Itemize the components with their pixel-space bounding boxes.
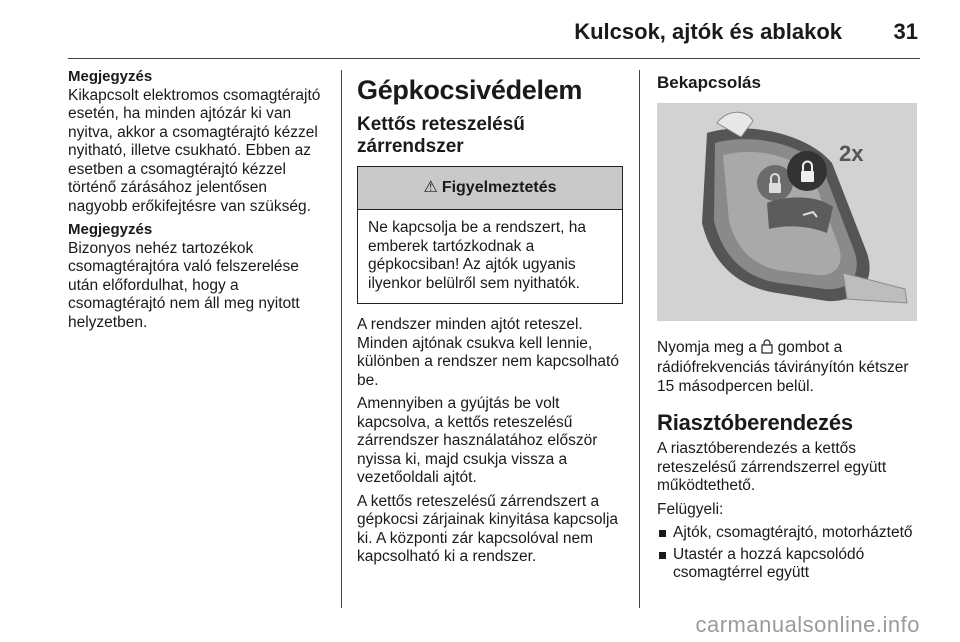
alarm-heading: Riasztóberendezés bbox=[657, 410, 853, 435]
paragraph: A riasztóberendezés a kettős reteszelésű zárrendszerrel együtt működtethető. bbox=[657, 440, 887, 494]
warning-header bbox=[358, 167, 622, 210]
column-divider-2 bbox=[639, 70, 640, 608]
warning-box bbox=[357, 166, 623, 304]
header-title: Kulcsok, ajtók és ablakok bbox=[574, 19, 842, 44]
column-divider-1 bbox=[341, 70, 342, 608]
section-heading: Gépkocsivédelem bbox=[357, 75, 583, 105]
list-item: Ajtók, csomagtérajtó, motorháztető bbox=[657, 524, 927, 543]
page-header bbox=[0, 0, 960, 58]
paragraph bbox=[657, 339, 927, 397]
paragraph: A kettős reteszelésű zárrendszert a gépkocsi zárjainak kinyitása kapcsolja ki. A központi zár kapcsolóval nem kapcsolható ki a rendszer. bbox=[357, 492, 619, 565]
note-title: Megjegyzés bbox=[68, 221, 153, 238]
watermark: carmanualsonline.info bbox=[695, 612, 920, 637]
header-rule bbox=[68, 58, 920, 59]
activation-heading: Bekapcsolás bbox=[657, 73, 761, 92]
note-text: Bizonyos nehéz tartozékok csomagtérajtóra való felszerelése után előfordulhat, hogy a csomagtérajtó nem áll meg nyitott helyzetben. bbox=[68, 239, 300, 331]
note-title: Megjegyzés bbox=[68, 68, 153, 85]
bullet-square-icon bbox=[659, 530, 666, 537]
paragraph: A rendszer minden ajtót reteszel. Minden ajtónak csukva kell lennie, különben a rendszer nem kapcsolható be. bbox=[357, 316, 619, 389]
left-column bbox=[68, 68, 330, 337]
middle-column bbox=[357, 68, 625, 572]
key-fob-icon bbox=[702, 112, 907, 303]
press-text-after: gombot a rádiófrekvenciás távirányítón kétszer 15 másodpercen belül. bbox=[657, 338, 909, 395]
subsection-heading: Kettős reteszelésű zárrendszer bbox=[357, 114, 525, 157]
lock-button-icon bbox=[761, 339, 773, 360]
right-column bbox=[657, 68, 927, 586]
paragraph: Amennyiben a gyújtás be volt kapcsolva, a kettős reteszelésű zárrendszer használatához először nyissa ki, majd csukja vissza a vezetőoldali ajtót. bbox=[357, 395, 598, 486]
press-text-before: Nyomja meg a bbox=[657, 338, 757, 356]
monitors-label: Felügyeli: bbox=[657, 500, 724, 518]
press-count-label: 2x bbox=[839, 140, 864, 166]
warning-title: Figyelmeztetés bbox=[441, 178, 557, 196]
key-fob-illustration bbox=[657, 103, 917, 321]
note-text: Kikapcsolt elektromos csomagtérajtó esetén, ha minden ajtózár ki van nyitva, akkor a csomagtérajtó kézzel nyitható, illetve csukható. Ebben az esetben a csomagtérajtó kézzel történő zárásához jelentősen nagyobb erőkifejtésre van szükség. bbox=[68, 86, 321, 215]
page-number: 31 bbox=[893, 19, 918, 44]
warning-icon: ⚠ bbox=[423, 178, 438, 196]
monitored-list bbox=[657, 524, 927, 583]
warning-text: Ne kapcsolja be a rendszert, ha emberek tartózkodnak a gépkocsiban! Az ajtók ugyanis ilyenkor belülről sem nyithatók. bbox=[368, 219, 586, 292]
list-item: Utastér a hozzá kapcsolódó csomagtérrel együtt bbox=[657, 546, 927, 583]
bullet-square-icon bbox=[659, 552, 666, 559]
